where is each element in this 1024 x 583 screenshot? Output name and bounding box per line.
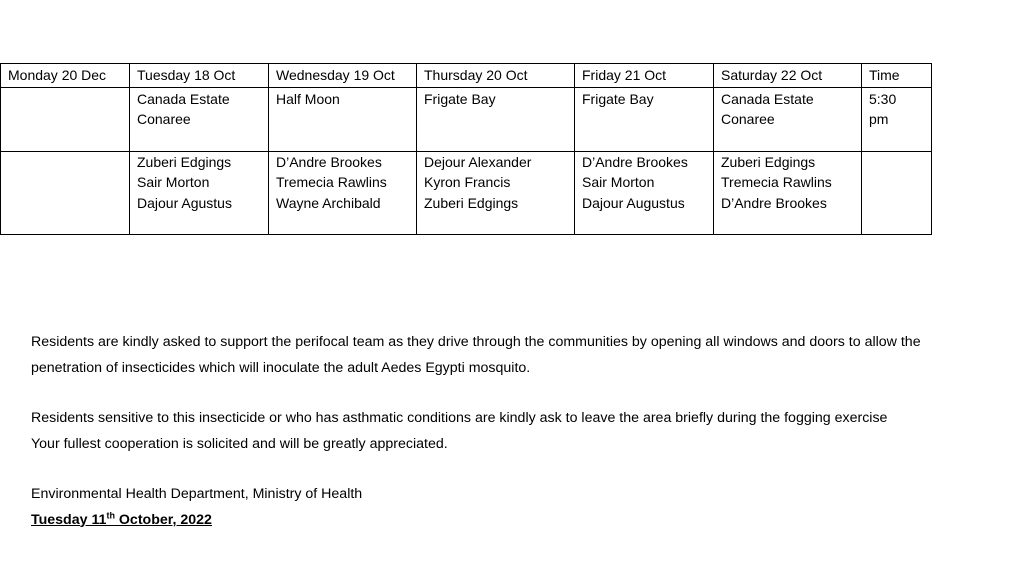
fogging-schedule-table (0, 63, 932, 235)
header-cell: Thursday 20 Oct (417, 64, 575, 88)
department-signature: Environmental Health Department, Ministry of Health (31, 486, 363, 502)
header-cell: Time (862, 64, 932, 88)
team-member: D’Andre Brookes (721, 194, 827, 211)
team-cell (1, 151, 130, 234)
location-cell (417, 87, 575, 151)
team-cell (130, 151, 269, 234)
notice-text-line: Your fullest cooperation is solicited and will be greatly appreciated. (31, 435, 448, 452)
locations-row (1, 87, 932, 151)
time-unit: pm (869, 111, 889, 127)
notice-text-line: Residents sensitive to this insecticide or who has asthmatic conditions are kindly ask to leave the area briefly during the fogging exercise (31, 410, 888, 426)
team-member: Zuberi Edgings (137, 153, 232, 170)
team-cell (417, 151, 575, 234)
header-cell: Tuesday 18 Oct (130, 64, 269, 88)
team-member: Kyron Francis (424, 174, 511, 190)
location-name: Conaree (721, 111, 775, 127)
team-member: Dajour Augustus (582, 194, 685, 211)
location-name: Frigate Bay (424, 90, 496, 107)
team-member: Tremecia Rawlins (276, 174, 387, 190)
location-name: Canada Estate (721, 90, 814, 107)
header-cell: Saturday 22 Oct (714, 64, 862, 88)
date-prefix: Tuesday 11 (31, 511, 107, 528)
location-cell (269, 87, 417, 151)
paragraph-spacer (31, 381, 1016, 406)
header-cell: Wednesday 19 Oct (269, 64, 417, 88)
team-cell (575, 151, 714, 234)
location-name: Frigate Bay (582, 90, 654, 107)
location-cell (714, 87, 862, 151)
team-member: Sair Morton (582, 174, 655, 190)
date-rest: October, 2022 (114, 511, 212, 528)
team-cell (714, 151, 862, 234)
location-name: Half Moon (276, 90, 340, 107)
location-name: Conaree (137, 111, 191, 127)
team-member: Dajour Agustus (137, 194, 232, 211)
table-header-row (1, 64, 932, 88)
date-ordinal-suffix: th (106, 509, 115, 520)
paragraph-spacer (31, 457, 1016, 482)
team-member: D’Andre Brookes (276, 153, 382, 170)
team-member: Zuberi Edgings (424, 194, 519, 211)
team-member: Tremecia Rawlins (721, 174, 832, 190)
public-notice (31, 330, 1016, 533)
notice-text-line: Residents are kindly asked to support the perifocal team as they drive through the communities by opening all windows and doors to allow the (31, 334, 921, 350)
team-cell (269, 151, 417, 234)
team-cell (862, 151, 932, 234)
notice-date (31, 508, 1016, 534)
teams-row (1, 151, 932, 234)
location-cell (130, 87, 269, 151)
header-cell: Monday 20 Dec (1, 64, 130, 88)
location-name: Canada Estate (137, 90, 230, 107)
time-value: 5:30 (869, 90, 897, 107)
team-member: Dejour Alexander (424, 153, 532, 170)
notice-text-line: penetration of insecticides which will inoculate the adult Aedes Egypti mosquito. (31, 359, 531, 376)
team-member: Wayne Archibald (276, 194, 381, 211)
header-cell: Friday 21 Oct (575, 64, 714, 88)
team-member: Sair Morton (137, 174, 210, 190)
team-member: D’Andre Brookes (582, 153, 688, 170)
team-member: Zuberi Edgings (721, 153, 816, 170)
location-cell (575, 87, 714, 151)
location-cell (1, 87, 130, 151)
time-cell (862, 87, 932, 151)
